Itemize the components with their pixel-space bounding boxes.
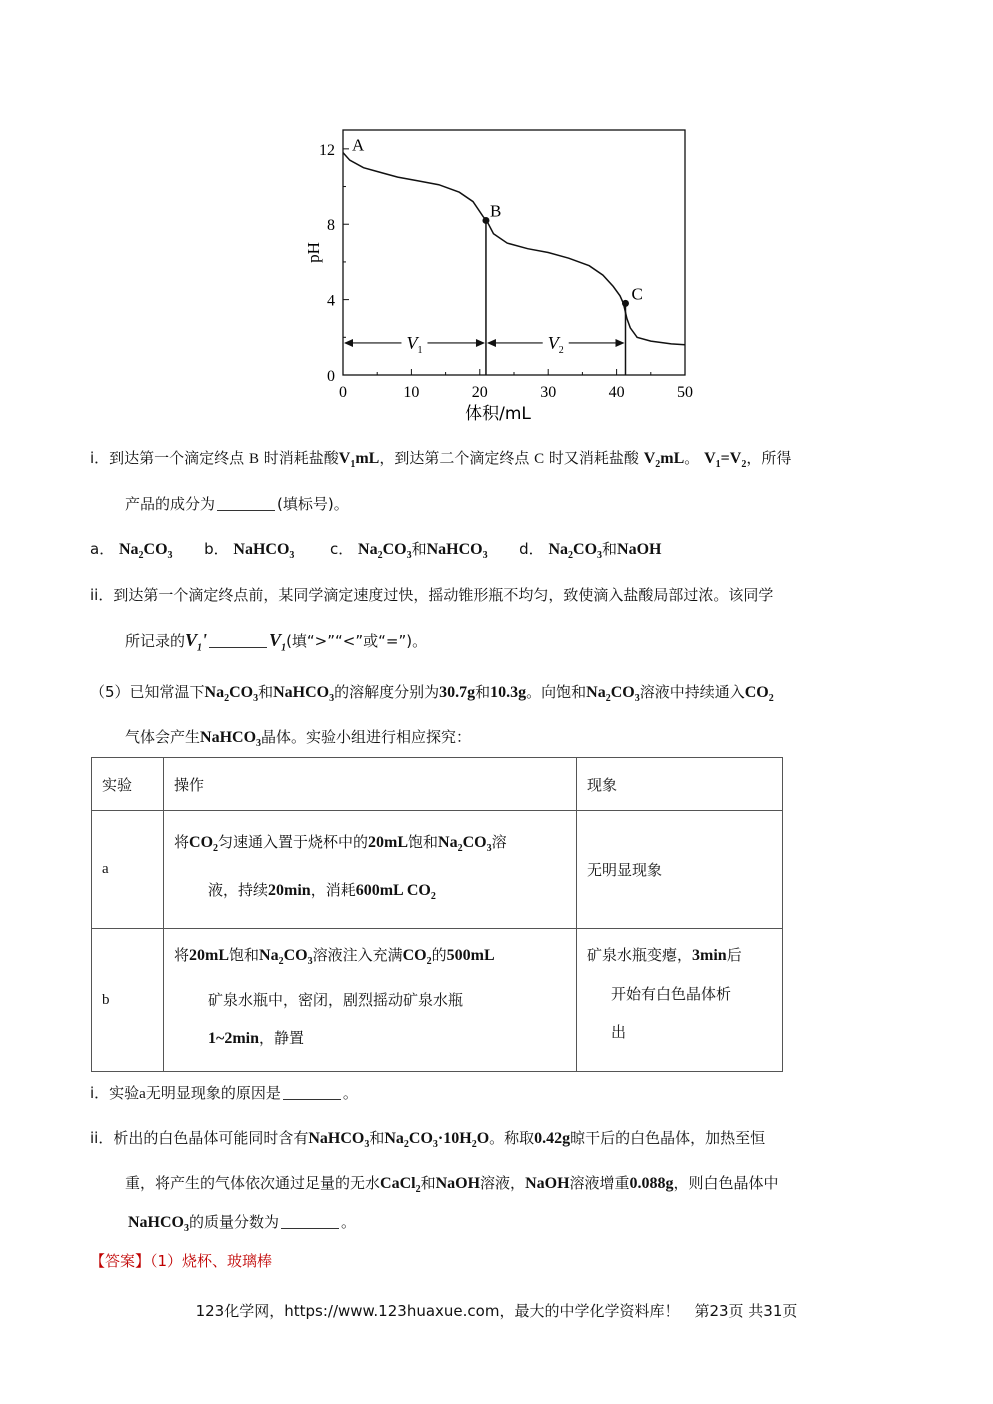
row-a-result: 无明显现象: [577, 811, 783, 929]
row-b-id: b: [92, 929, 164, 1072]
header-operation: 操作: [164, 758, 577, 811]
fraction-blank[interactable]: [281, 1214, 339, 1229]
x-tick-label: 20: [471, 384, 488, 401]
x-tick-label: 0: [339, 384, 347, 401]
y-tick-label: 0: [327, 368, 335, 385]
interval-arrow-left: [344, 339, 353, 347]
question-ii-line2: 所记录的$V_1'$ $V_1$(填“>”“<”或“=”)。: [125, 630, 428, 654]
question-ii-b-line3: NaHCO$_3$的质量分数为 。: [128, 1213, 357, 1235]
option-d: d． $Na_2CO_3$和NaOH: [519, 540, 662, 562]
row-b-result: 矿泉水瓶变瘪，3min后 开始有白色晶体析 出: [577, 929, 783, 1072]
interval-arrow-right: [615, 339, 624, 347]
x-tick-label: 40: [608, 384, 625, 401]
x-tick-label: 10: [403, 384, 420, 401]
header-experiment: 实验: [92, 758, 164, 811]
option-c: c． $Na_2CO_3$和NaHCO$_3$: [329, 540, 488, 562]
point-label-b: B: [489, 201, 502, 221]
point-label-c: C: [631, 284, 643, 304]
reason-blank[interactable]: [283, 1085, 341, 1100]
x-tick-label: 30: [540, 384, 557, 401]
row-b-operation: 将20mL饱和$Na_2CO_3$溶液注入充满$CO_2$的500mL 矿泉水瓶中，密闭，剧烈摇动矿泉水瓶 1~2min，静置: [164, 929, 577, 1072]
question-5-line2: 气体会产生NaHCO$_3$晶体。实验小组进行相应探究：: [125, 728, 472, 750]
table-row: [92, 811, 783, 929]
question-5-line1: （5）已知常温下$Na_2CO_3$和NaHCO$_3$的溶解度分别为30.7g和10.3g。向饱和$Na_2CO_3$溶液中持续通入$CO_2$: [90, 683, 774, 705]
question-i-b: i．实验a无明显现象的原因是 。: [90, 1084, 358, 1102]
answer-line: [90, 1250, 272, 1272]
titration-chart: [290, 120, 710, 430]
question-ii-b-line2: 重，将产生的气体依次通过足量的无水CaCl$_2$和NaOH溶液，NaOH溶液增重0.088g，则白色晶体中: [125, 1174, 779, 1196]
x-tick-label: 50: [677, 384, 693, 401]
interval-arrow-right: [476, 339, 485, 347]
answer-text: （1）烧杯、玻璃棒: [150, 1252, 273, 1270]
plot-frame: [343, 130, 685, 375]
row-a-operation: 将$CO_2$匀速通入置于烧杯中的20mL饱和$Na_2CO_3$溶 液，持续20min，消耗600mL $CO_2$: [164, 811, 577, 929]
question-i-line2: 产品的成分为 (填标号)。: [125, 495, 349, 513]
compare-blank[interactable]: [209, 633, 267, 648]
titration-curve: [343, 153, 685, 345]
option-b: b． NaHCO$_3$: [204, 540, 295, 562]
answer-tag: 【答案】: [90, 1252, 151, 1270]
y-tick-label: 4: [327, 292, 335, 310]
question-i-line1: i．到达第一个滴定终点 B 时消耗盐酸$V_1mL$，到达第二个滴定终点 C 时又消耗盐酸 $V_2mL$。 $V_1=V_2$，所得: [90, 449, 792, 471]
answer-blank[interactable]: [217, 496, 275, 511]
point-c: [622, 300, 629, 307]
option-a: a． $Na_2CO_3$: [90, 540, 173, 562]
table-row: [92, 929, 783, 1072]
options-line: [90, 538, 662, 567]
y-tick-label: 8: [327, 217, 335, 235]
y-axis-label: pH: [304, 242, 323, 263]
interval-label-v1: V: [406, 332, 418, 353]
table-header-row: [92, 758, 783, 811]
header-phenomenon: 现象: [577, 758, 783, 811]
page-footer: 123化学网，https://www.123huaxue.com，最大的中学化学资料库！ 第23页 共31页: [195, 1302, 798, 1320]
interval-label-sub1: 1: [417, 344, 423, 356]
x-axis-label: 体积/mL: [465, 404, 531, 424]
question-ii-b-line1: ii．析出的白色晶体可能同时含有NaHCO$_3$和$Na_2CO_3\cdot 10H_2O$。称取0.42g晾干后的白色晶体，加热至恒: [90, 1129, 766, 1151]
interval-label-v2: V: [547, 332, 559, 353]
interval-arrow-left: [487, 339, 496, 347]
row-a-id: a: [92, 811, 164, 929]
point-label-a: A: [352, 135, 365, 155]
question-ii-line1: ii．到达第一个滴定终点前，某同学滴定速度过快，摇动锥形瓶不均匀，致使滴入盐酸局部过浓。该同学: [90, 586, 774, 604]
point-b: [482, 217, 489, 224]
interval-label-sub2: 2: [558, 344, 564, 356]
experiment-table: [91, 757, 783, 1072]
y-tick-label: 12: [319, 141, 335, 159]
